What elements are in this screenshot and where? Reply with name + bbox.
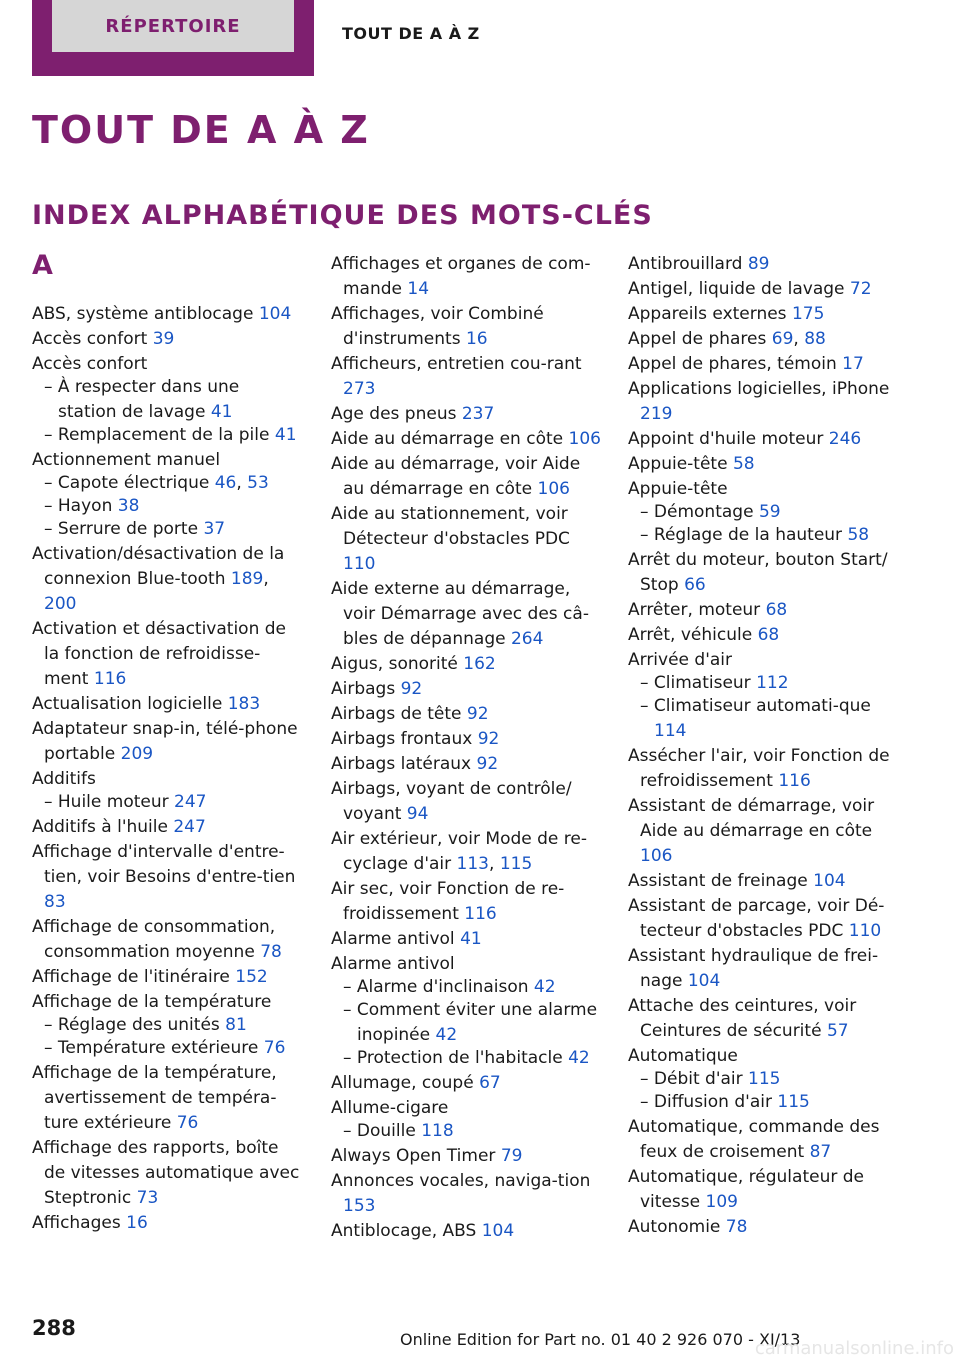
entry-text: Appareils externes [628, 304, 792, 324]
index-subentry [331, 998, 601, 1048]
page-link[interactable]: 113 [456, 854, 489, 874]
entry-text: Appuie-tête [628, 479, 728, 499]
page-link[interactable]: 17 [842, 354, 864, 374]
page-link[interactable]: 78 [260, 942, 282, 962]
index-subentry [331, 1046, 601, 1071]
index-column-1 [32, 302, 302, 1236]
entry-text: Air sec, voir Fonction de re-froidissement [331, 879, 565, 924]
page-link[interactable]: 94 [406, 804, 429, 824]
index-entry [331, 502, 601, 577]
page-link[interactable]: 87 [809, 1142, 832, 1162]
entry-text: – Climatiseur automati-que [640, 696, 871, 716]
index-subentry [32, 1013, 302, 1038]
entry-text: – Alarme d'inclinaison [343, 977, 534, 997]
index-entry [331, 1169, 601, 1219]
index-entry [331, 1096, 601, 1121]
index-entry [32, 448, 302, 473]
entry-text: Attache des ceintures, voir Ceintures de sécurité [628, 996, 857, 1041]
entry-text: Aide au démarrage, voir Aide au démarrage en côte [331, 454, 581, 499]
page-link[interactable]: 76 [263, 1038, 286, 1058]
page-link[interactable]: 219 [640, 404, 673, 424]
index-entry [331, 727, 601, 752]
entry-text: – Serrure de porte [44, 519, 204, 539]
page-link[interactable]: 104 [687, 971, 721, 991]
page-link[interactable]: 53 [247, 473, 269, 493]
page-link[interactable]: 273 [343, 379, 376, 399]
page-link[interactable]: 106 [568, 429, 601, 449]
entry-text: Assistant hydraulique de frei-nage [628, 946, 879, 991]
entry-text: Appel de phares, témoin [628, 354, 843, 374]
index-subentry [32, 375, 302, 425]
index-column-2 [331, 252, 601, 1244]
page-link[interactable]: 92 [477, 729, 500, 749]
index-column-3 [628, 252, 898, 1240]
page-link[interactable]: 110 [343, 554, 376, 574]
entry-text: – Climatiseur [640, 673, 757, 693]
index-entry [628, 794, 898, 869]
entry-text: Airbags, voyant de contrôle/ voyant [331, 779, 572, 824]
index-entry [32, 327, 302, 352]
page-link[interactable]: 115 [777, 1092, 810, 1112]
page-link[interactable]: 114 [654, 721, 687, 741]
index-entry [32, 965, 302, 990]
page-link[interactable]: 189 [230, 569, 264, 589]
page-link[interactable]: 42 [533, 977, 556, 997]
index-entry [628, 623, 898, 648]
page-link[interactable]: 104 [258, 304, 292, 324]
index-entry: Appel de phares 69, 88 [628, 329, 826, 349]
page-link[interactable]: 247 [174, 792, 207, 812]
index-subentry [32, 790, 302, 815]
entry-text: Antibrouillard [628, 254, 748, 274]
entry-text: Air extérieur, voir Mode de re-cyclage d'air [331, 829, 587, 874]
page-link[interactable]: 68 [757, 625, 780, 645]
index-entry [628, 377, 898, 427]
entry-text: Accès confort [32, 329, 153, 349]
index-entry [628, 648, 898, 673]
page-link[interactable]: 58 [732, 454, 755, 474]
page-link[interactable]: 209 [120, 744, 154, 764]
entry-text: Arrêt du moteur, bouton Start/ Stop [628, 550, 888, 595]
index-letter: A [32, 250, 53, 281]
page-link[interactable]: 67 [479, 1073, 501, 1093]
page-link[interactable]: 264 [510, 629, 544, 649]
watermark: carmanualsonline.info [754, 1338, 954, 1359]
index-entry [628, 548, 898, 598]
page-link[interactable]: 116 [778, 771, 811, 791]
page-link[interactable]: 41 [274, 425, 297, 445]
entry-text: – À respecter dans une station de lavage [44, 377, 240, 422]
page-link[interactable]: 46 [214, 473, 237, 493]
index-entry [628, 1165, 898, 1215]
entry-text: Automatique, commande des feux de croisement [628, 1117, 880, 1162]
page-link[interactable]: 153 [343, 1196, 376, 1216]
page-link[interactable]: 200 [44, 594, 77, 614]
index-entry [628, 1044, 898, 1069]
index-subentry [628, 671, 898, 696]
index-entry [628, 427, 898, 452]
index-entry [628, 352, 898, 377]
index-entry [628, 302, 898, 327]
entry-text: Appuie-tête [628, 454, 733, 474]
entry-text: Activation et désactivation de la fonction de refroidisse-ment [32, 619, 286, 689]
entry-text: ABS, système antiblocage [32, 304, 259, 324]
index-entry [331, 927, 601, 952]
page-link[interactable]: 115 [748, 1069, 781, 1089]
page-link[interactable]: 246 [828, 429, 862, 449]
index-entry [331, 402, 601, 427]
index-subentry [32, 494, 302, 519]
page-link[interactable]: 38 [117, 496, 140, 516]
entry-text: Arrêt, véhicule [628, 625, 758, 645]
entry-text: – Hayon [44, 496, 118, 516]
entry-text: Additifs à l'huile [32, 817, 174, 837]
index-entry [331, 652, 601, 677]
page-link[interactable]: 72 [849, 279, 872, 299]
page-link[interactable]: 152 [235, 967, 268, 987]
index-entry [331, 577, 601, 652]
page-link[interactable]: 14 [407, 279, 430, 299]
entry-text: Affichages et organes de com-mande [331, 254, 591, 299]
index-entry [331, 1071, 601, 1096]
entry-text: Aide externe au démarrage, voir Démarrage avec des câ-bles de dépannage [331, 579, 589, 649]
entry-text: Affichage de consommation, consommation moyenne [32, 917, 276, 962]
page-link[interactable]: 92 [476, 754, 499, 774]
index-subentry [331, 1119, 601, 1144]
entry-text: Arrêter, moteur [628, 600, 766, 620]
page-link[interactable]: 116 [93, 669, 127, 689]
page-link[interactable]: 41 [210, 402, 233, 422]
page-link[interactable]: 106 [537, 479, 570, 499]
page-link[interactable]: 247 [173, 817, 206, 837]
footer-edition: Online Edition for Part no. 01 40 2 926 070 - XI/13 [400, 1330, 801, 1349]
index-entry [32, 352, 302, 377]
page-link[interactable]: 42 [435, 1025, 458, 1045]
index-entry [331, 427, 601, 452]
entry-text: Arrivée d'air [628, 650, 733, 670]
header-tab-repertoire-label: RÉPERTOIRE [52, 0, 294, 52]
index-entry [32, 717, 302, 767]
index-entry [628, 994, 898, 1044]
page-link[interactable]: 79 [500, 1146, 523, 1166]
index-entry [628, 1115, 898, 1165]
entry-text: Alarme antivol [331, 954, 455, 974]
index-entry [628, 277, 898, 302]
index-entry [32, 617, 302, 692]
page-link[interactable]: 42 [568, 1048, 590, 1068]
entry-text: Accès confort [32, 354, 148, 374]
entry-text: – Capote électrique [44, 473, 215, 493]
index-entry [32, 1211, 302, 1236]
index-entry [32, 815, 302, 840]
index-entry [32, 990, 302, 1015]
entry-text: Automatique [628, 1046, 738, 1066]
entry-text: Airbags frontaux [331, 729, 478, 749]
entry-text: Actionnement manuel [32, 450, 221, 470]
index-subentry [32, 517, 302, 542]
index-entry [32, 692, 302, 717]
index-entry [628, 744, 898, 794]
entry-text: – Douille [343, 1121, 422, 1141]
page-link[interactable]: 83 [44, 892, 66, 912]
index-entry [628, 598, 898, 623]
entry-text: – Réglage des unités [44, 1015, 226, 1035]
entry-text: Alarme antivol [331, 929, 461, 949]
page-link[interactable]: 81 [225, 1015, 247, 1035]
index-subentry [628, 1067, 898, 1092]
entry-text: – Diffusion d'air [640, 1092, 778, 1112]
page-link[interactable]: 104 [813, 871, 846, 891]
entry-text: Allumage, coupé [331, 1073, 480, 1093]
entry-text: – Comment éviter une alarme inopinée [343, 1000, 598, 1045]
page-link[interactable]: 57 [826, 1021, 849, 1041]
entry-text: Aide au démarrage en côte [331, 429, 569, 449]
index-entry: Air extérieur, voir Mode de re-cyclage d'air 113, 115 [331, 829, 587, 874]
entry-text: Assécher l'air, voir Fonction de refroidissement [628, 746, 890, 791]
entry-text: Activation/désactivation de la connexion Blue-tooth [32, 544, 285, 589]
page-number: 288 [32, 1316, 76, 1340]
entry-text: – Réglage de la hauteur [640, 525, 848, 545]
index-subentry [628, 523, 898, 548]
entry-text: Afficheurs, entretien cou-rant [331, 354, 582, 374]
index-entry [628, 894, 898, 944]
entry-text: Affichage de la température [32, 992, 272, 1012]
index-entry [331, 677, 601, 702]
index-entry: Activation/désactivation de la connexion Blue-tooth 189, 200 [32, 544, 285, 614]
entry-text: – Démontage [640, 502, 759, 522]
entry-text: Autonomie [628, 1217, 726, 1237]
entry-text: Age des pneus [331, 404, 462, 424]
index-entry [331, 1144, 601, 1169]
page-link[interactable]: 106 [640, 846, 673, 866]
header-tab-repertoire[interactable] [32, 0, 314, 76]
index-entry [331, 1219, 601, 1244]
entry-text: Airbags [331, 679, 401, 699]
index-entry [32, 1061, 302, 1136]
entry-text: – Huile moteur [44, 792, 175, 812]
entry-text: Automatique, régulateur de vitesse [628, 1167, 864, 1212]
section-subtitle: INDEX ALPHABÉTIQUE DES MOTS-CLÉS [32, 200, 653, 231]
index-entry [331, 252, 601, 302]
index-subentry [32, 423, 302, 448]
index-entry [628, 252, 898, 277]
page-link[interactable]: 78 [725, 1217, 748, 1237]
page-link[interactable]: 89 [747, 254, 770, 274]
page-link[interactable]: 116 [464, 904, 497, 924]
index-entry [331, 702, 601, 727]
index-entry [331, 752, 601, 777]
entry-text: Affichages [32, 1213, 127, 1233]
page-link[interactable]: 110 [848, 921, 882, 941]
entry-text: Assistant de démarrage, voir Aide au démarrage en côte [628, 796, 875, 841]
page-link[interactable]: 59 [758, 502, 781, 522]
index-entry [331, 302, 601, 352]
index-entry [32, 915, 302, 965]
entry-text: Additifs [32, 769, 96, 789]
index-entry [32, 840, 302, 915]
page-link[interactable]: 73 [136, 1188, 159, 1208]
index-entry [628, 1215, 898, 1240]
page-link[interactable]: 109 [705, 1192, 738, 1212]
index-subentry [32, 1036, 302, 1061]
page-link[interactable]: 175 [791, 304, 825, 324]
index-entry [32, 767, 302, 792]
page-link[interactable]: 88 [804, 329, 826, 349]
entry-text: Affichage d'intervalle d'entre-tien, voir Besoins d'entre-tien [32, 842, 296, 887]
page-link[interactable]: 118 [421, 1121, 454, 1141]
page-link[interactable]: 92 [400, 679, 423, 699]
index-entry [628, 452, 898, 477]
page-link[interactable]: 76 [176, 1113, 199, 1133]
entry-text: Aide au stationnement, voir Détecteur d'obstacles PDC [331, 504, 570, 549]
entry-text: Appoint d'huile moteur [628, 429, 829, 449]
index-subentry [331, 975, 601, 1000]
entry-text: Antigel, liquide de lavage [628, 279, 850, 299]
page-title: TOUT DE A À Z [32, 108, 370, 152]
index-entry [331, 352, 601, 402]
index-entry [628, 944, 898, 994]
entry-text: Annonces vocales, naviga-tion [331, 1171, 591, 1191]
entry-text: Assistant de parcage, voir Dé-tecteur d'obstacles PDC [628, 896, 885, 941]
index-entry [331, 952, 601, 977]
page-link[interactable]: 115 [499, 854, 533, 874]
page-link[interactable]: 16 [465, 329, 488, 349]
entry-text: Antiblocage, ABS [331, 1221, 482, 1241]
header-tab-tout-de-a-a-z[interactable]: TOUT DE A À Z [342, 24, 480, 43]
entry-text: Assistant de freinage [628, 871, 814, 891]
entry-text: Adaptateur snap-in, télé-phone portable [32, 719, 298, 764]
page-link[interactable]: 68 [765, 600, 788, 620]
page-link[interactable]: 39 [152, 329, 175, 349]
entry-text: Always Open Timer [331, 1146, 501, 1166]
page-link[interactable]: 66 [684, 575, 706, 595]
index-subentry: – Capote électrique 46, 53 [44, 473, 269, 493]
index-entry [32, 1136, 302, 1211]
index-entry [331, 452, 601, 502]
page-link[interactable]: 104 [481, 1221, 515, 1241]
page-link[interactable]: 162 [463, 654, 496, 674]
index-entry [331, 777, 601, 827]
index-subentry [628, 1090, 898, 1115]
page-link[interactable]: 69 [771, 329, 794, 349]
index-entry [628, 869, 898, 894]
page-link[interactable]: 183 [227, 694, 261, 714]
index-entry [628, 477, 898, 502]
page-link[interactable]: 37 [203, 519, 226, 539]
page-link[interactable]: 92 [466, 704, 489, 724]
entry-text: – Protection de l'habitacle [343, 1048, 569, 1068]
entry-text: Applications logicielles, iPhone [628, 379, 890, 399]
page-link[interactable]: 41 [460, 929, 482, 949]
index-subentry [628, 500, 898, 525]
index-subentry [628, 694, 898, 744]
entry-text: Airbags de tête [331, 704, 467, 724]
entry-text: Affichages, voir Combiné d'instruments [331, 304, 544, 349]
page-link[interactable]: 237 [461, 404, 495, 424]
entry-text: Affichage des rapports, boîte de vitesses automatique avec Steptronic [32, 1138, 300, 1208]
entry-text: – Remplacement de la pile [44, 425, 275, 445]
page-link[interactable]: 112 [756, 673, 789, 693]
index-entry [32, 302, 302, 327]
page-link[interactable]: 16 [126, 1213, 148, 1233]
entry-text: Airbags latéraux [331, 754, 477, 774]
page-link[interactable]: 58 [847, 525, 870, 545]
entry-text: Affichage de l'itinéraire [32, 967, 236, 987]
entry-text: Appel de phares [628, 329, 772, 349]
index-entry [331, 877, 601, 927]
entry-text: Aigus, sonorité [331, 654, 464, 674]
entry-text: – Température extérieure [44, 1038, 264, 1058]
entry-text: Allume-cigare [331, 1098, 449, 1118]
entry-text: Affichage de la température, avertissement de tempéra-ture extérieure [32, 1063, 277, 1133]
entry-text: Actualisation logicielle [32, 694, 228, 714]
entry-text: – Débit d'air [640, 1069, 749, 1089]
